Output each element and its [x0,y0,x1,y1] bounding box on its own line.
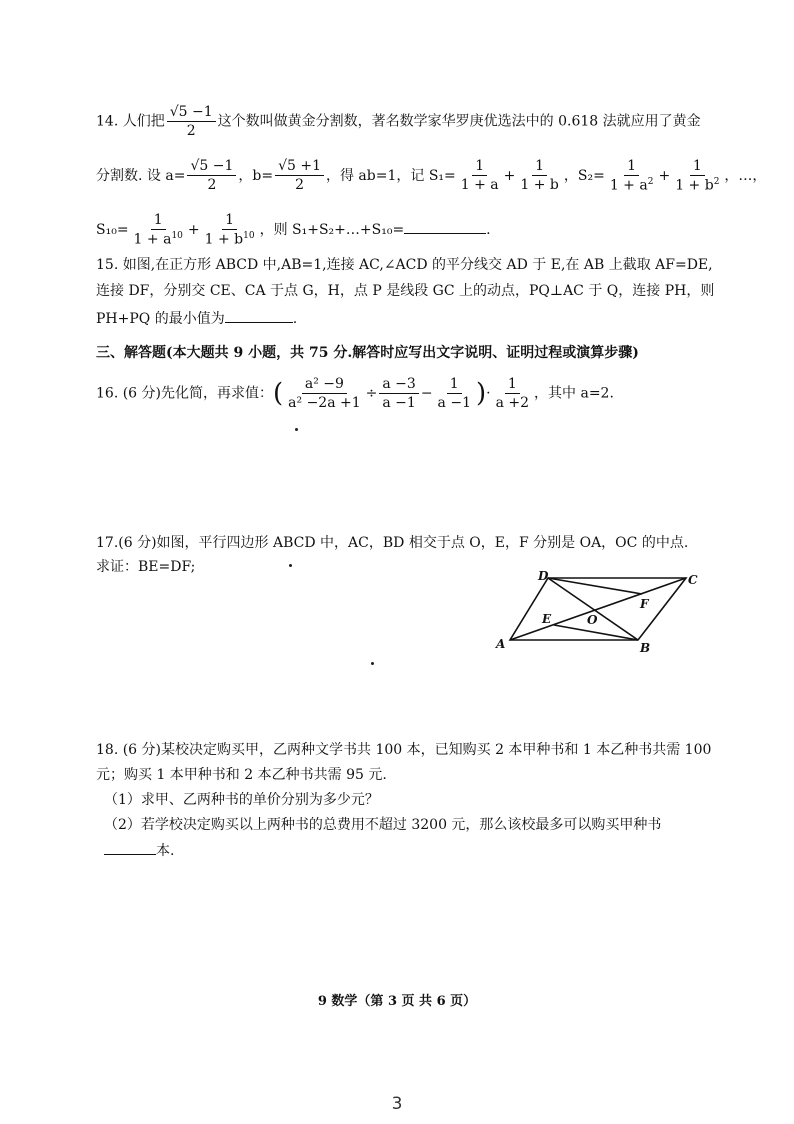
golden-ratio-fraction: $\frac{√5 -1}{2}$ [167,104,216,139]
q16-fraction-3: $\frac{1}{a -1}$ [437,376,471,412]
q18-part1: （1）求甲、乙两种书的单价分别为多少元？ [104,792,379,808]
label-f: F [640,597,649,611]
label-d: D [538,569,549,583]
scan-speck [371,662,374,665]
label-e: E [542,612,552,626]
q17-line1: 17.(6 分)如图，平行四边形 ABCD 中，AC，BD 相交于点 O，E，F 分别是 OA，OC 的中点. [96,535,689,551]
section3-heading: 三、解答题(本大题共 9 小题，共 75 分.解答时应写出文字说明、证明过程或演算步骤) [96,345,639,361]
segment-be [554,625,638,640]
q18-answer-blank[interactable] [104,842,156,855]
q18-part2: （2）若学校决定购买以上两种书的总费用不超过 3200 元，那么该校最多可以购买甲种书 [104,817,662,833]
s1-fraction-1: $\frac{1}{1 + a}$ [460,158,499,194]
q14-line3: S₁₀= $\frac{1}{1 + a^{10}}$ + $\frac{1}{1 + b^{10}}$ ，则 S₁+S₂+…+S₁₀= . [96,212,491,248]
scan-speck [295,428,298,431]
q16-fraction-2: $\frac{a -3}{a -1}$ [379,376,418,411]
q15-line3: PH+PQ 的最小值为 . [96,311,298,327]
parallelogram-figure [490,568,710,654]
q18-part2-end: 本. [104,842,174,858]
label-c: C [688,573,698,587]
diagonal-bd [548,578,638,640]
s10-fraction-1: $\frac{1}{1 + a^{10}}$ [133,212,183,248]
label-a: A [496,637,506,651]
s1-fraction-2: $\frac{1}{1 + b}$ [520,158,559,194]
label-o: O [587,613,598,627]
q18-line1: 18. (6 分)某校决定购买甲，乙两种文学书共 100 本，已知购买 2 本甲种书和 1 本乙种书共需 100 [96,742,712,758]
q14-answer-blank[interactable] [404,221,486,234]
q14-line2: 分割数. 设 a= $\frac{√5 -1}{2}$ ，b= $\frac{√5 +1}{2}$ ，得 ab=1，记 S₁= $\frac{1}{1 + a}$ + $\frac{1}{1 + b}$ ，S₂= $\frac{1}{1 + a^2}$ + $\frac{1}{1 + b^2}$ ，…， [96,158,767,194]
q16-fraction-1: $\frac{\text{a² −9}}{\text{a² −2a +1}}$ [288,376,361,412]
s10-fraction-2: $\frac{1}{1 + b^{10}}$ [204,212,255,248]
q16-line: 16. (6 分)先化简，再求值：( $\frac{\text{a² −9}}{\text{a² −2a +1}}$ ÷ $\frac{a -3}{a -1}$ − $\frac{1}{a -1}$ )· $\frac{1}{a +2}$ ，其中 a=2. [96,376,614,412]
q14-intro-b: 这个数叫做黄金分割数，著名数学家华罗庚优选法中的 0.618 法就应用了黄金 [217,113,701,130]
q16-fraction-4: $\frac{1}{a +2}$ [495,376,530,412]
a-fraction: $\frac{√5 -1}{2}$ [187,158,236,193]
q14-intro-a: 14. 人们把 [96,113,165,130]
segment-df [548,578,642,594]
s2-fraction-2: $\frac{1}{1 + b^2}$ [675,158,720,194]
s2-fraction-1: $\frac{1}{1 + a^2}$ [609,158,654,194]
q15-line2: 连接 DF，分别交 CE、CA 于点 G，H，点 P 是线段 GC 上的动点，PQ⊥AC 于 Q，连接 PH，则 [96,283,715,299]
page-footer: 9 数学（第 3 页 共 6 页） [317,994,477,1009]
q15-answer-blank[interactable] [225,310,293,323]
q17-line2: 求证：BE=DF; [96,559,196,575]
scan-speck [289,564,292,567]
q18-line2: 元；购买 1 本甲种书和 2 本乙种书共需 95 元. [96,767,387,783]
q14-line1 [96,104,701,139]
page-number: 3 [391,1094,403,1114]
q15-line1: 15. 如图,在正方形 ABCD 中,AB=1,连接 AC,∠ACD 的平分线交 AD 于 E,在 AB 上截取 AF=DE, [96,257,713,273]
label-b: B [640,641,651,654]
b-fraction: $\frac{√5 +1}{2}$ [275,158,324,193]
